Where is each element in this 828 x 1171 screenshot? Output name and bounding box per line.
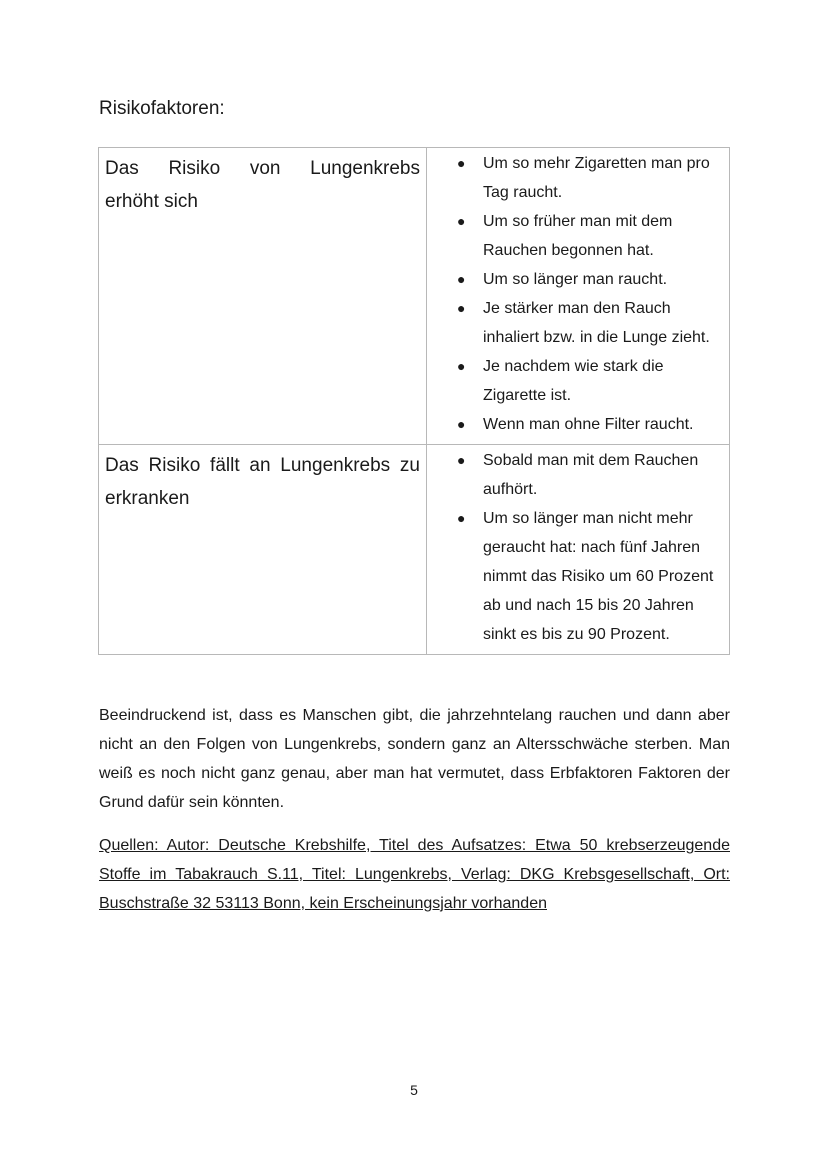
list-item-line: Um so mehr Zigaretten man pro (483, 155, 710, 172)
list-item (457, 294, 719, 352)
row-label-line: erkranken (105, 488, 190, 509)
row-label-line: Das Risiko von Lungenkrebs (105, 158, 420, 179)
page-number: 5 (410, 1082, 418, 1098)
row-label-line: erhöht sich (105, 191, 198, 212)
list-item (457, 149, 719, 207)
list-item-line: sinkt es bis zu 90 Prozent. (483, 626, 670, 643)
row-label-cell (99, 148, 427, 445)
list-item-line: Zigarette ist. (483, 387, 572, 404)
body-paragraph: Beeindruckend ist, dass es Manschen gibt, die jahrzehntelang rauchen und dann aber nicht an den Folgen von Lungenkrebs, sondern ganz an Altersschwäche sterben. Man weiß es noch nicht ganz genau, aber man hat vermutet, dass Erbfaktoren Faktoren der Grund dafür sein könnten. (99, 707, 730, 811)
list-item-line: Je nachdem wie stark die (483, 358, 664, 375)
list-item (457, 504, 719, 649)
list-item-line: Um so länger man nicht mehr (483, 510, 693, 527)
list-item (457, 207, 719, 265)
row-bullets-cell (427, 148, 730, 445)
list-item-line: Wenn man ohne Filter raucht. (483, 416, 694, 433)
list-item-line: Je stärker man den Rauch (483, 300, 671, 317)
bullet-list (457, 149, 719, 439)
bullet-icon: ● (457, 213, 466, 229)
row-label-cell (99, 445, 427, 655)
bullet-icon: ● (457, 452, 466, 468)
list-item-line: ab und nach 15 bis 20 Jahren (483, 597, 694, 614)
list-item-line: Rauchen begonnen hat. (483, 242, 654, 259)
row-label-line: Das Risiko fällt an Lungenkrebs zu (105, 455, 420, 476)
row-bullets-cell (427, 445, 730, 655)
bullet-icon: ● (457, 155, 466, 171)
sources-citation: Quellen: Autor: Deutsche Krebshilfe, Titel des Aufsatzes: Etwa 50 krebserzeugende Stoffe im Tabakrauch S.11, Titel: Lungenkrebs, Verlag: DKG Krebsgesellschaft, Ort: Buschstraße 32 53113 Bonn, kein Erscheinungsjahr vorhanden (99, 837, 730, 912)
table-row (99, 445, 730, 655)
list-item-line: Sobald man mit dem Rauchen (483, 452, 699, 469)
list-item-line: aufhört. (483, 481, 538, 498)
list-item-line: Um so länger man raucht. (483, 271, 668, 288)
list-item (457, 265, 719, 294)
section-heading: Risikofaktoren: (99, 98, 225, 119)
bullet-icon: ● (457, 300, 466, 316)
list-item-line: nimmt das Risiko um 60 Prozent (483, 568, 714, 585)
list-item-line: inhaliert bzw. in die Lunge zieht. (483, 329, 710, 346)
table-row (99, 148, 730, 445)
list-item-line: Tag raucht. (483, 184, 563, 201)
list-item-line: Um so früher man mit dem (483, 213, 673, 230)
risk-factors-table (98, 147, 730, 655)
list-item (457, 446, 719, 504)
bullet-icon: ● (457, 271, 466, 287)
bullet-icon: ● (457, 510, 466, 526)
bullet-list (457, 446, 719, 649)
bullet-icon: ● (457, 416, 466, 432)
list-item (457, 410, 719, 439)
bullet-icon: ● (457, 358, 466, 374)
list-item (457, 352, 719, 410)
list-item-line: geraucht hat: nach fünf Jahren (483, 539, 701, 556)
